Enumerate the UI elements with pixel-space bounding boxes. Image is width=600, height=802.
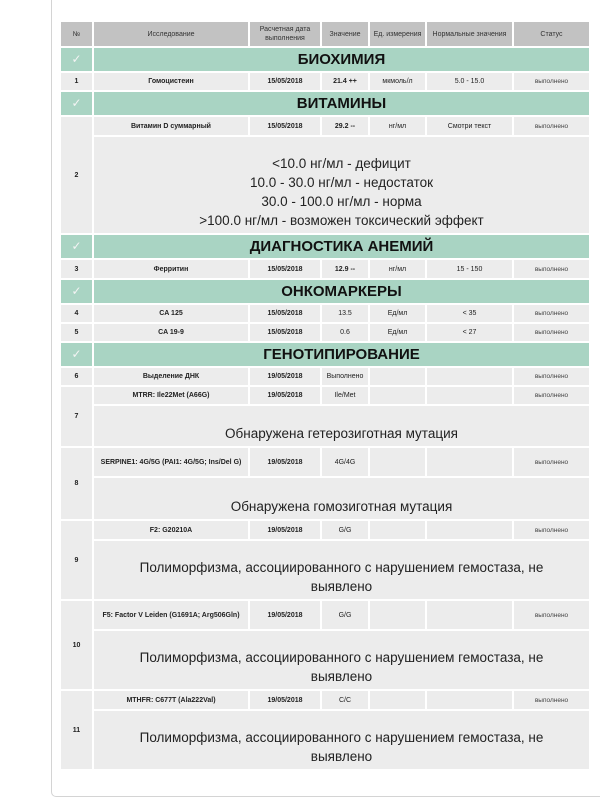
test-norm: [426, 600, 513, 630]
note-line: >100.0 нг/мл - возможен токсический эффект: [199, 213, 484, 228]
note-line: 30.0 - 100.0 нг/мл - норма: [261, 194, 422, 209]
test-value: 0.6: [321, 323, 369, 342]
note-row: [60, 630, 590, 690]
note-text: Полиморфизма, ассоциированного с нарушением гемостаза, не выявлено: [139, 560, 544, 594]
table-row: [60, 72, 590, 91]
test-norm: [426, 447, 513, 477]
test-unit: нг/мл: [369, 259, 426, 279]
table-row: [60, 116, 590, 136]
table-row: [60, 690, 590, 710]
check-icon: ✓: [60, 279, 93, 304]
section-title: ОНКОМАРКЕРЫ: [93, 279, 590, 304]
section-title: ДИАГНОСТИКА АНЕМИЙ: [93, 234, 590, 259]
test-status: выполнено: [513, 386, 590, 405]
test-status: выполнено: [513, 690, 590, 710]
test-unit: [369, 600, 426, 630]
test-name: SERPINE1: 4G/5G (PAI1: 4G/5G; Ins/Del G): [93, 447, 249, 477]
row-number: 4: [60, 304, 93, 323]
test-date: 15/05/2018: [249, 259, 321, 279]
check-icon: ✓: [60, 47, 93, 72]
test-value: Ile/Met: [321, 386, 369, 405]
test-date: 19/05/2018: [249, 367, 321, 386]
test-unit: [369, 690, 426, 710]
test-value: 4G/4G: [321, 447, 369, 477]
check-icon: ✓: [60, 342, 93, 367]
row-number: 1: [60, 72, 93, 91]
test-date: 19/05/2018: [249, 520, 321, 540]
note-text: Обнаружена гетерозиготная мутация: [225, 426, 458, 441]
table-row: [60, 259, 590, 279]
test-unit: Ед/мл: [369, 323, 426, 342]
test-value: Выполнено: [321, 367, 369, 386]
note-row: [60, 710, 590, 770]
note-line: <10.0 нг/мл - дефицит: [272, 156, 411, 171]
check-icon: ✓: [60, 91, 93, 116]
lab-results-table: [59, 20, 591, 771]
table-header: [60, 21, 590, 47]
test-name: CA 19-9: [93, 323, 249, 342]
test-norm: Смотри текст: [426, 116, 513, 136]
test-norm: [426, 367, 513, 386]
test-norm: [426, 520, 513, 540]
test-status: выполнено: [513, 72, 590, 91]
test-status: выполнено: [513, 600, 590, 630]
table-row: [60, 323, 590, 342]
test-status: выполнено: [513, 304, 590, 323]
test-name: CA 125: [93, 304, 249, 323]
test-name: Ферритин: [93, 259, 249, 279]
row-number: 8: [60, 447, 93, 520]
test-value: 21.4 ++: [321, 72, 369, 91]
note-text: Полиморфизма, ассоциированного с нарушением гемостаза, не выявлено: [139, 650, 544, 684]
check-icon: ✓: [60, 234, 93, 259]
note-row: [60, 405, 590, 447]
section-row: [60, 279, 590, 304]
col-norm: Нормальные значения: [426, 21, 513, 47]
col-unit: Ед. измерения: [369, 21, 426, 47]
note-text: Полиморфизма, ассоциированного с нарушением гемостаза, не выявлено: [139, 730, 544, 764]
test-name: Выделение ДНК: [93, 367, 249, 386]
col-test: Исследование: [93, 21, 249, 47]
note-line: 10.0 - 30.0 нг/мл - недостаток: [249, 175, 434, 190]
test-norm: [426, 386, 513, 405]
note-row: [60, 136, 590, 234]
test-status: выполнено: [513, 520, 590, 540]
row-number: 5: [60, 323, 93, 342]
section-row: [60, 342, 590, 367]
row-number: 11: [60, 690, 93, 770]
section-row: [60, 47, 590, 72]
test-norm: < 35: [426, 304, 513, 323]
section-title: БИОХИМИЯ: [93, 47, 590, 72]
test-date: 15/05/2018: [249, 304, 321, 323]
table-row: [60, 386, 590, 405]
test-norm: < 27: [426, 323, 513, 342]
test-date: 15/05/2018: [249, 323, 321, 342]
test-unit: мкмоль/л: [369, 72, 426, 91]
test-norm: 5.0 - 15.0: [426, 72, 513, 91]
test-value: 13.5: [321, 304, 369, 323]
section-row: [60, 91, 590, 116]
test-value: 12.9 --: [321, 259, 369, 279]
test-status: выполнено: [513, 323, 590, 342]
section-row: [60, 234, 590, 259]
row-number: 6: [60, 367, 93, 386]
test-unit: Ед/мл: [369, 304, 426, 323]
col-status: Статус: [513, 21, 590, 47]
test-norm: 15 - 150: [426, 259, 513, 279]
test-name: Витамин D суммарный: [93, 116, 249, 136]
test-value: C/C: [321, 690, 369, 710]
test-value: 29.2 --: [321, 116, 369, 136]
col-date: Расчетная дата выполнения: [249, 21, 321, 47]
table-row: [60, 520, 590, 540]
row-number: 2: [60, 116, 93, 234]
test-date: 19/05/2018: [249, 386, 321, 405]
table-row: [60, 600, 590, 630]
test-name: F5: Factor V Leiden (G1691A; Arg506Gln): [93, 600, 249, 630]
test-value: G/G: [321, 520, 369, 540]
test-status: выполнено: [513, 116, 590, 136]
test-name: MTHFR: C677T (Ala222Val): [93, 690, 249, 710]
table-row: [60, 367, 590, 386]
test-name: F2: G20210A: [93, 520, 249, 540]
row-number: 7: [60, 386, 93, 447]
test-status: выполнено: [513, 367, 590, 386]
test-unit: [369, 447, 426, 477]
table-row: [60, 447, 590, 477]
test-date: 19/05/2018: [249, 690, 321, 710]
section-title: ГЕНОТИПИРОВАНИЕ: [93, 342, 590, 367]
test-name: Гомоцистеин: [93, 72, 249, 91]
table-row: [60, 304, 590, 323]
test-unit: [369, 520, 426, 540]
test-unit: нг/мл: [369, 116, 426, 136]
test-status: выполнено: [513, 447, 590, 477]
test-unit: [369, 367, 426, 386]
test-date: 15/05/2018: [249, 116, 321, 136]
row-number: 9: [60, 520, 93, 600]
test-date: 19/05/2018: [249, 447, 321, 477]
section-title: ВИТАМИНЫ: [93, 91, 590, 116]
row-number: 10: [60, 600, 93, 690]
test-date: 19/05/2018: [249, 600, 321, 630]
note-row: [60, 540, 590, 600]
test-name: MTRR: Ile22Met (A66G): [93, 386, 249, 405]
test-date: 15/05/2018: [249, 72, 321, 91]
col-value: Значение: [321, 21, 369, 47]
test-norm: [426, 690, 513, 710]
test-unit: [369, 386, 426, 405]
test-status: выполнено: [513, 259, 590, 279]
note-row: [60, 477, 590, 520]
note-text: Обнаружена гомозиготная мутация: [230, 499, 453, 514]
row-number: 3: [60, 259, 93, 279]
col-number: №: [60, 21, 93, 47]
test-value: G/G: [321, 600, 369, 630]
